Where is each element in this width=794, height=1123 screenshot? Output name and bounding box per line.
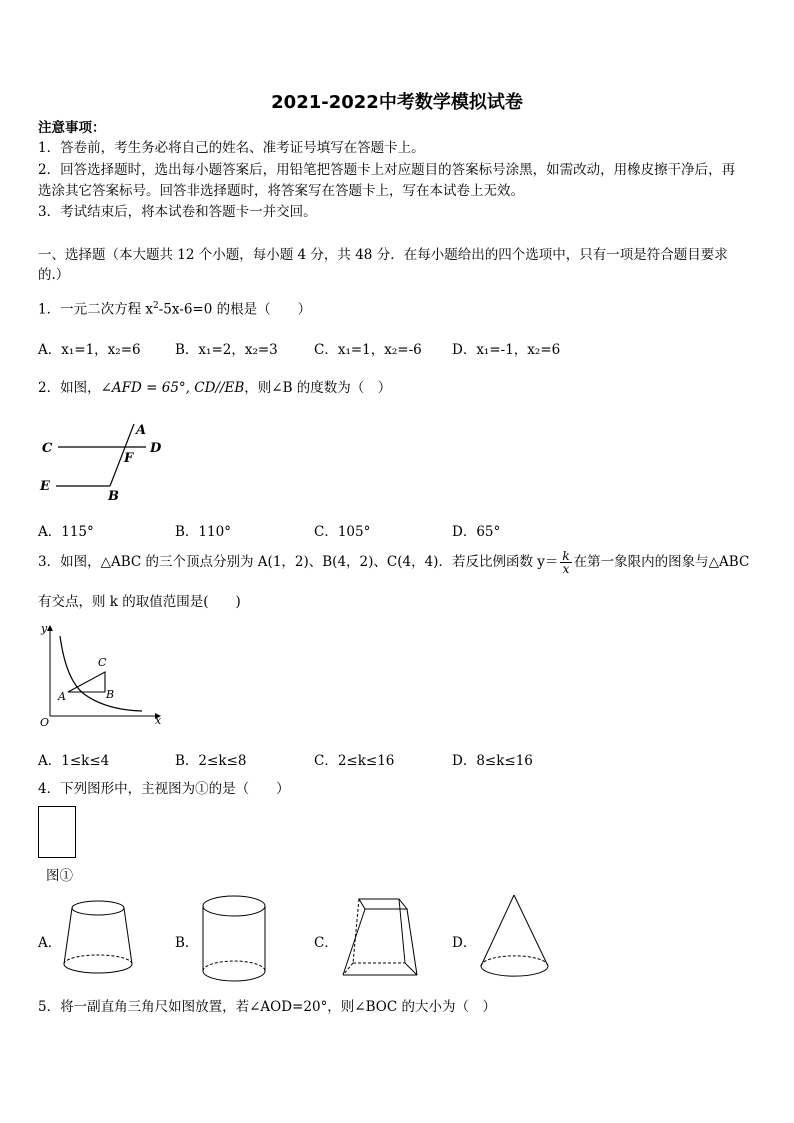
q1-option-d[interactable]: D．x₁=-1，x₂=6 — [452, 342, 561, 358]
q2-parallel-lines-figure — [38, 420, 168, 505]
q1-stem-rest: -5x-6=0 的根是（ ） — [158, 301, 312, 318]
q2-stem-prefix: 2．如图， — [38, 380, 101, 396]
q4-front-view-rectangle — [38, 806, 76, 858]
question-1-stem — [38, 296, 311, 320]
q3-coordinate-figure — [38, 620, 168, 730]
q3-origin-label: O — [40, 716, 50, 729]
q4-option-d-label[interactable]: D． — [452, 935, 477, 951]
q4-option-a-label[interactable]: A． — [38, 935, 62, 951]
question-2-stem — [38, 378, 391, 398]
q4-option-b-cylinder[interactable] — [200, 893, 272, 985]
question-3-stem — [38, 550, 749, 575]
notice-line-3: 3．考试结束后，将本试卷和答题卡一并交回。 — [38, 204, 317, 220]
notice-heading: 注意事项： — [38, 120, 106, 136]
notice-line-2a: 2．回答选择题时，选出每小题答案后，用铅笔把答题卡上对应题目的答案标号涂黑，如需改动，用橡皮擦干净后，再 — [38, 162, 736, 178]
q1-stem-exponent: 2 — [153, 301, 159, 311]
q3-fraction — [560, 550, 571, 575]
q3-fraction-numerator: k — [562, 549, 570, 563]
q2-stem-math: ∠AFD = 65°, CD//EB — [100, 380, 245, 396]
notice-line-2b: 选涂其它答案标号。回答非选择题时，将答案写在答题卡上，写在本试卷上无效。 — [38, 183, 524, 199]
q4-option-d-cone[interactable] — [476, 892, 556, 984]
q3-option-a[interactable]: A．1≤k≤4 — [38, 753, 110, 769]
q2-label-b: B — [108, 489, 119, 504]
q3-axis-label-y: y — [41, 622, 48, 635]
page-title: 2021-2022中考数学模拟试卷 — [271, 92, 523, 113]
section-heading-line-1: 一、选择题（本大题共 12 个小题，每小题 4 分，共 48 分．在每小题给出的四个选项中，只有一项是符合题目要求 — [38, 247, 728, 263]
question-5-stem: 5．将一副直角三角尺如图放置，若∠AOD=20°，则∠BOC 的大小为（ ） — [38, 999, 496, 1015]
q1-stem-prefix: 1．一元二次方程 x — [38, 301, 153, 318]
q2-label-f: F — [124, 451, 134, 466]
q2-label-e: E — [40, 479, 50, 494]
q1-option-c[interactable]: C．x₁=1，x₂=-6 — [314, 342, 422, 358]
q2-option-c[interactable]: C．105° — [314, 524, 371, 540]
q3-option-c[interactable]: C．2≤k≤16 — [314, 753, 395, 769]
q3-option-d[interactable]: D．8≤k≤16 — [452, 753, 533, 769]
q3-label-b: B — [106, 688, 115, 701]
section-heading-line-2: 的.） — [38, 267, 70, 283]
q4-option-c-frustum-prism[interactable] — [335, 895, 425, 985]
q2-option-d[interactable]: D．65° — [452, 524, 501, 540]
q4-option-b-label[interactable]: B． — [175, 935, 199, 951]
q3-stem-prefix: 3．如图，△ABC 的三个顶点分别为 A(1，2)、B(4，2)、C(4，4)．若反比例函数 y＝ — [38, 554, 559, 570]
q3-fraction-denominator: x — [562, 562, 570, 576]
question-3-stem-line-2: 有交点，则 k 的取值范围是( ) — [38, 594, 241, 610]
question-4-stem: 4．下列图形中，主视图为①的是（ ） — [38, 781, 290, 797]
q3-label-c: C — [98, 656, 107, 669]
q1-option-b[interactable]: B．x₁=2，x₂=3 — [175, 342, 278, 358]
q2-stem-suffix: ，则∠B 的度数为（ ） — [244, 380, 392, 396]
q4-option-a-frustum[interactable] — [60, 896, 140, 981]
q4-figure-caption: 图① — [46, 868, 73, 884]
q2-option-a[interactable]: A．115° — [38, 524, 94, 540]
q2-label-c: C — [42, 441, 53, 456]
q3-stem-suffix: 在第一象限内的图象与△ABC — [573, 554, 750, 570]
q2-option-b[interactable]: B．110° — [175, 524, 231, 540]
q1-option-a[interactable]: A．x₁=1，x₂=6 — [38, 342, 141, 358]
q3-axis-label-x: x — [155, 714, 162, 727]
notice-line-1: 1．答卷前，考生务必将自己的姓名、准考证号填写在答题卡上。 — [38, 140, 425, 156]
q2-label-d: D — [150, 441, 162, 456]
q2-label-a: A — [136, 423, 147, 438]
q3-label-a: A — [58, 690, 66, 703]
q4-option-c-label[interactable]: C． — [314, 935, 338, 951]
q3-option-b[interactable]: B．2≤k≤8 — [175, 753, 247, 769]
